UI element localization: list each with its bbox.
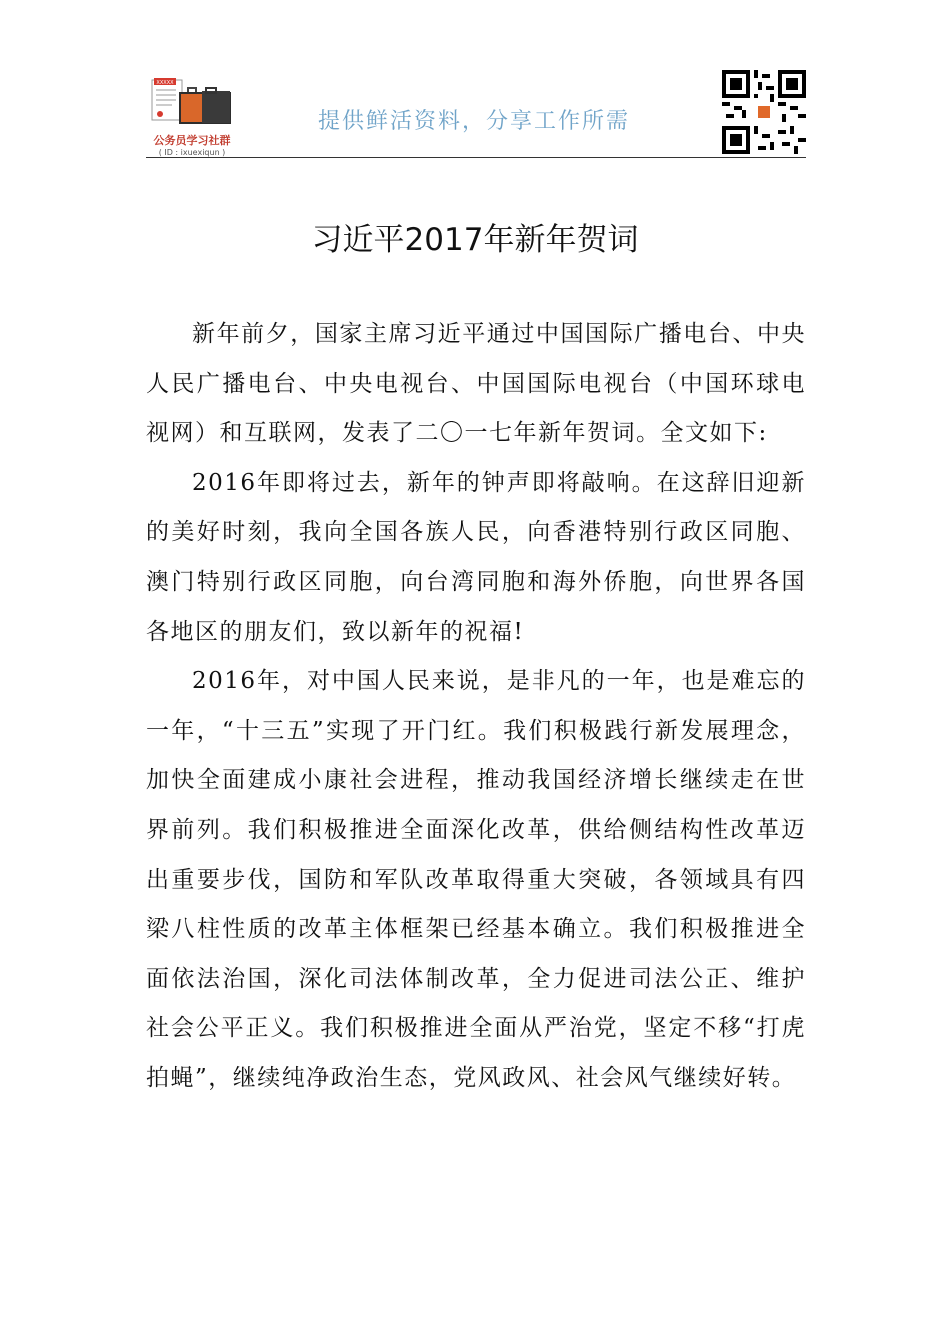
- paragraph: 新年前夕，国家主席习近平通过中国国际广播电台、中央人民广播电台、中央电视台、中国国际电视台（中国环球电视网）和互联网，发表了二〇一七年新年贺词。全文如下:: [146, 321, 806, 447]
- logo-badge-text: XXXXX: [156, 80, 174, 86]
- logo-name: 公务员学习社群: [153, 134, 231, 147]
- logo-id: ( ID : ixuexiqun ): [158, 148, 226, 157]
- qr-code-icon: [722, 70, 806, 154]
- document-title: 习近平2017年新年贺词: [311, 222, 639, 258]
- paragraph: 2016年即将过去，新年的钟声即将敲响。在这辞旧迎新的美好时刻，我向全国各族人民，向香港特别行政区同胞、澳门特别行政区同胞，向台湾同胞和海外侨胞，向世界各国各地区的朋友们，致以新年的祝福!: [146, 469, 806, 645]
- header-slogan: 提供鲜活资料，分享工作所需: [318, 109, 631, 134]
- header-divider: [146, 157, 806, 158]
- document-body: [146, 310, 806, 1104]
- briefcase-logo-icon: [146, 74, 238, 156]
- document-header: [146, 70, 806, 160]
- paragraph: 2016年，对中国人民来说，是非凡的一年，也是难忘的一年，“十三五”实现了开门红。我们积极践行新发展理念，加快全面建成小康社会进程，推动我国经济增长继续走在世界前列。我们积极推进全面深化改革，供给侧结构性改革迈出重要步伐，国防和军队改革取得重大突破，各领域具有四梁八柱性质的改革主体框架已经基本确立。我们积极推进全面依法治国，深化司法体制改革，全力促进司法公正、维护社会公平正义。我们积极推进全面从严治党，坚定不移“打虎拍蝇”，继续纯净政治生态，党风政风、社会风气继续好转。: [146, 668, 806, 1091]
